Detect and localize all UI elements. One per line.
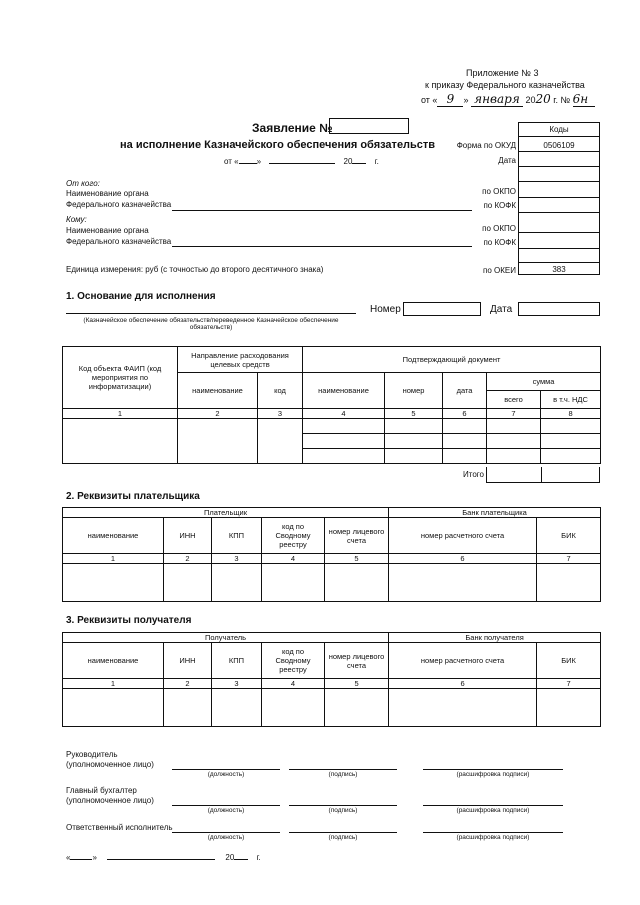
date-label: Дата bbox=[498, 156, 516, 165]
basis-number-label: Номер bbox=[370, 304, 401, 315]
sig-date-line bbox=[66, 853, 261, 862]
col-num: 6 bbox=[443, 409, 487, 419]
table-cell[interactable] bbox=[63, 689, 164, 727]
appendix-year-suffix: 20 bbox=[535, 92, 551, 106]
kofk1-label: по КОФК bbox=[483, 201, 516, 210]
kofk2-label: по КОФК bbox=[483, 238, 516, 247]
table-cell[interactable] bbox=[487, 449, 541, 464]
sig-executor-signature-cap: (подпись) bbox=[328, 834, 358, 841]
from-treasury: Федерального казначейства bbox=[66, 200, 172, 209]
col-num: 2 bbox=[164, 554, 212, 564]
table-cell[interactable] bbox=[258, 419, 303, 464]
table-cell[interactable] bbox=[541, 419, 601, 434]
table-cell[interactable] bbox=[63, 564, 164, 602]
table-cell[interactable] bbox=[541, 449, 601, 464]
table-cell[interactable] bbox=[164, 564, 212, 602]
okud-value: 0506109 bbox=[543, 141, 575, 150]
appendix-line2: к приказу Федерального казначейства bbox=[425, 80, 585, 90]
form-subtitle: на исполнение Казначейского обеспечения обязательств bbox=[120, 139, 436, 151]
table-cell[interactable] bbox=[487, 419, 541, 434]
appendix-number: 6н bbox=[573, 92, 595, 107]
col-num: 4 bbox=[262, 554, 325, 564]
sig-head-signature-cap: (подпись) bbox=[328, 771, 358, 778]
appendix-line3 bbox=[421, 92, 595, 107]
form-title: Заявление № bbox=[252, 121, 333, 135]
table-cell[interactable] bbox=[303, 449, 385, 464]
payer-bank-group: Банк плательщика bbox=[389, 508, 601, 518]
table-cell[interactable] bbox=[385, 419, 443, 434]
col-num: 3 bbox=[212, 554, 262, 564]
table-cell[interactable] bbox=[212, 689, 262, 727]
col-num: 4 bbox=[303, 409, 385, 419]
application-number-box[interactable] bbox=[329, 118, 409, 134]
okei-label: по ОКЕИ bbox=[483, 266, 516, 275]
col-num: 1 bbox=[63, 679, 164, 689]
col-num: 4 bbox=[262, 679, 325, 689]
col-inn: ИНН bbox=[164, 518, 212, 554]
col-sum-total: всего bbox=[487, 391, 541, 409]
from-label: От кого: bbox=[66, 179, 100, 188]
col-object-code: Код объекта ФАИП (код мероприятия по информатизации) bbox=[63, 347, 178, 409]
sig-chief-decode-cap: (расшифровка подписи) bbox=[456, 807, 530, 814]
sig-date-year: 20 bbox=[225, 853, 235, 862]
sig-executor-decode-cap: (расшифровка подписи) bbox=[456, 834, 530, 841]
table-cell[interactable] bbox=[537, 689, 601, 727]
col-num: 3 bbox=[212, 679, 262, 689]
okpo1-label: по ОКПО bbox=[482, 187, 516, 196]
table-cell[interactable] bbox=[325, 689, 389, 727]
sig-head-sub: (уполномоченное лицо) bbox=[66, 760, 154, 769]
form-date-line bbox=[224, 157, 379, 166]
sig-chief-label: Главный бухгалтер bbox=[66, 786, 137, 795]
col-sum: сумма bbox=[487, 373, 601, 391]
payer-group: Плательщик bbox=[63, 508, 389, 518]
recipient-bank-group: Банк получателя bbox=[389, 633, 601, 643]
col-num: 5 bbox=[325, 679, 389, 689]
col-num: 1 bbox=[63, 554, 164, 564]
payer-table bbox=[62, 507, 601, 602]
from-org: Наименование органа bbox=[66, 189, 149, 198]
sig-head-decode-cap: (расшифровка подписи) bbox=[456, 771, 530, 778]
form-date-year: 20 bbox=[343, 157, 353, 166]
col-registry-code: код по Сводному реестру bbox=[262, 518, 325, 554]
table-cell[interactable] bbox=[262, 564, 325, 602]
table-cell[interactable] bbox=[303, 434, 385, 449]
col-bik: БИК bbox=[537, 518, 601, 554]
col-doc: Подтверждающий документ bbox=[303, 347, 601, 373]
col-num: 5 bbox=[325, 554, 389, 564]
col-name: наименование bbox=[63, 643, 164, 679]
table-cell[interactable] bbox=[212, 564, 262, 602]
sig-date-open: « bbox=[66, 853, 71, 862]
col-dir-name: наименование bbox=[178, 373, 258, 409]
sig-head-position-cap: (должность) bbox=[207, 771, 245, 778]
basis-number-box[interactable] bbox=[403, 302, 481, 316]
col-settlement-account: номер расчетного счета bbox=[389, 518, 537, 554]
table-cell[interactable] bbox=[389, 564, 537, 602]
table-cell[interactable] bbox=[63, 419, 178, 464]
sig-executor-position-cap: (должность) bbox=[207, 834, 245, 841]
col-account: номер лицевого счета bbox=[325, 643, 389, 679]
col-num: 8 bbox=[541, 409, 601, 419]
total-box[interactable] bbox=[486, 467, 600, 483]
basis-date-box[interactable] bbox=[518, 302, 600, 316]
basis-table bbox=[62, 346, 601, 464]
table-cell[interactable] bbox=[537, 564, 601, 602]
to-label: Кому: bbox=[66, 215, 87, 224]
col-doc-date: дата bbox=[443, 373, 487, 409]
section2-title: 2. Реквизиты плательщика bbox=[66, 491, 200, 502]
okpo2-label: по ОКПО bbox=[482, 224, 516, 233]
appendix-date-close: » bbox=[463, 95, 469, 105]
form-date-close: » bbox=[256, 157, 262, 166]
table-cell[interactable] bbox=[325, 564, 389, 602]
col-inn: ИНН bbox=[164, 643, 212, 679]
form-date-open: от « bbox=[224, 157, 239, 166]
recipient-group: Получатель bbox=[63, 633, 389, 643]
col-kpp: КПП bbox=[212, 643, 262, 679]
table-cell[interactable] bbox=[262, 689, 325, 727]
appendix-date-open: от « bbox=[421, 95, 438, 105]
col-sum-vat: в т.ч. НДС bbox=[541, 391, 601, 409]
col-account: номер лицевого счета bbox=[325, 518, 389, 554]
recipient-table bbox=[62, 632, 601, 727]
basis-caption: (Казначейское обеспечение обязательств/переведенное Казначейское обеспечение обязательств) bbox=[83, 317, 339, 331]
total-label: Итого bbox=[463, 470, 484, 479]
appendix-number-label: г. № bbox=[553, 95, 571, 105]
col-kpp: КПП bbox=[212, 518, 262, 554]
table-cell[interactable] bbox=[541, 434, 601, 449]
col-num: 7 bbox=[537, 679, 601, 689]
okud-label: Форма по ОКУД bbox=[456, 141, 516, 150]
table-cell[interactable] bbox=[385, 434, 443, 449]
col-dir-code: код bbox=[258, 373, 303, 409]
unit-line: Единица измерения: руб (с точностью до второго десятичного знака) bbox=[66, 265, 324, 274]
col-direction: Направление расходования целевых средств bbox=[178, 347, 303, 373]
col-num: 6 bbox=[389, 554, 537, 564]
appendix-line1: Приложение № 3 bbox=[466, 68, 539, 78]
col-num: 7 bbox=[487, 409, 541, 419]
col-doc-name: наименование bbox=[303, 373, 385, 409]
col-num: 2 bbox=[178, 409, 258, 419]
col-bik: БИК bbox=[537, 643, 601, 679]
table-cell[interactable] bbox=[443, 419, 487, 434]
appendix-day: 9 bbox=[437, 92, 463, 107]
col-num: 6 bbox=[389, 679, 537, 689]
form-date-suffix: г. bbox=[374, 157, 379, 166]
table-cell[interactable] bbox=[303, 419, 385, 434]
section3-title: 3. Реквизиты получателя bbox=[66, 615, 192, 626]
col-name: наименование bbox=[63, 518, 164, 554]
col-registry-code: код по Сводному реестру bbox=[262, 643, 325, 679]
table-cell[interactable] bbox=[178, 419, 258, 464]
sig-chief-signature-cap: (подпись) bbox=[328, 807, 358, 814]
table-cell[interactable] bbox=[443, 449, 487, 464]
table-cell[interactable] bbox=[487, 434, 541, 449]
sig-date-close: » bbox=[92, 853, 97, 862]
sig-date-suffix: г. bbox=[256, 853, 261, 862]
col-doc-number: номер bbox=[385, 373, 443, 409]
col-num: 3 bbox=[258, 409, 303, 419]
col-num: 7 bbox=[537, 554, 601, 564]
to-treasury: Федерального казначейства bbox=[66, 237, 172, 246]
codes-header: Коды bbox=[549, 125, 569, 134]
table-cell[interactable] bbox=[385, 449, 443, 464]
sig-head-label: Руководитель bbox=[66, 750, 118, 759]
table-cell[interactable] bbox=[164, 689, 212, 727]
col-num: 2 bbox=[164, 679, 212, 689]
sig-chief-position-cap: (должность) bbox=[207, 807, 245, 814]
table-cell[interactable] bbox=[389, 689, 537, 727]
col-settlement-account: номер расчетного счета bbox=[389, 643, 537, 679]
sig-executor-label: Ответственный исполнитель bbox=[66, 823, 173, 832]
col-num: 5 bbox=[385, 409, 443, 419]
okei-value: 383 bbox=[552, 265, 566, 274]
section1-title: 1. Основание для исполнения bbox=[66, 291, 216, 302]
to-org: Наименование органа bbox=[66, 226, 149, 235]
table-cell[interactable] bbox=[443, 434, 487, 449]
sig-chief-sub: (уполномоченное лицо) bbox=[66, 796, 154, 805]
basis-date-label: Дата bbox=[490, 304, 513, 315]
appendix-month: января bbox=[471, 92, 523, 107]
appendix-year-prefix: 20 bbox=[525, 95, 536, 105]
col-num: 1 bbox=[63, 409, 178, 419]
